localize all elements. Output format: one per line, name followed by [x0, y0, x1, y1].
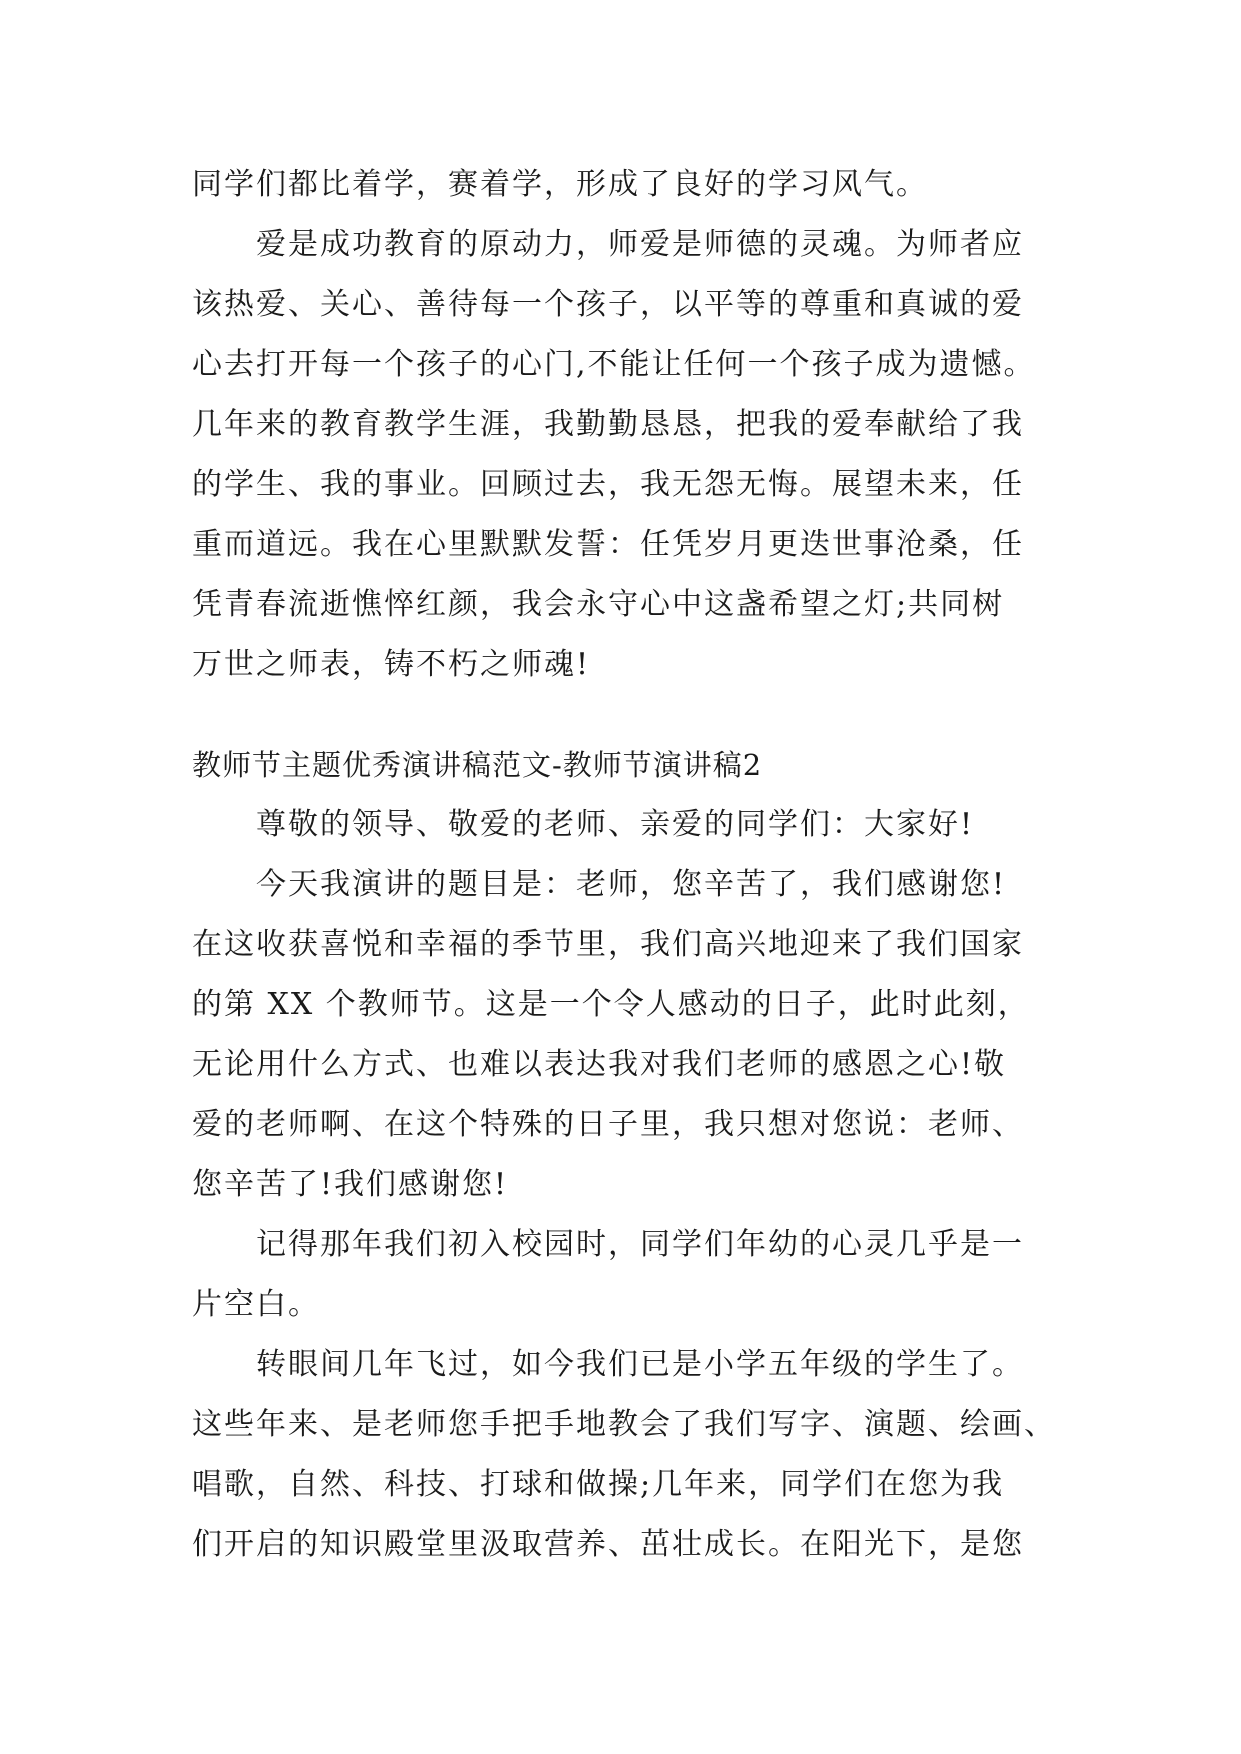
paragraph-line: 爱是成功教育的原动力，师爱是师德的灵魂。为师者应: [256, 227, 1024, 262]
paragraph-line: 片空白。: [192, 1287, 320, 1322]
paragraph-line: 您辛苦了!我们感谢您!: [192, 1167, 509, 1202]
paragraph-line: 的学生、我的事业。回顾过去，我无怨无悔。展望未来，任: [192, 467, 1024, 502]
paragraph-line: 心去打开每一个孩子的心门,不能让任何一个孩子成为遗憾。: [192, 347, 1036, 382]
paragraph-line: 们开启的知识殿堂里汲取营养、茁壮成长。在阳光下，是您: [192, 1527, 1024, 1562]
paragraph-line: 无论用什么方式、也难以表达我对我们老师的感恩之心!敬: [192, 1047, 1007, 1082]
paragraph-line: 唱歌，自然、科技、打球和做操;几年来，同学们在您为我: [192, 1467, 1005, 1502]
paragraph-line: 凭青春流逝憔悴红颜，我会永守心中这盏希望之灯;共同树: [192, 587, 1005, 622]
paragraph-line: 记得那年我们初入校园时，同学们年幼的心灵几乎是一: [256, 1227, 1024, 1262]
paragraph-line: 爱的老师啊、在这个特殊的日子里，我只想对您说：老师、: [192, 1107, 1024, 1142]
paragraph-line: 该热爱、关心、善待每一个孩子，以平等的尊重和真诚的爱: [192, 287, 1024, 322]
paragraph-line: 几年来的教育教学生涯，我勤勤恳恳，把我的爱奉献给了我: [192, 407, 1024, 442]
greeting-line: 尊敬的领导、敬爱的老师、亲爱的同学们：大家好!: [256, 807, 975, 842]
paragraph-line: 今天我演讲的题目是：老师，您辛苦了，我们感谢您!: [256, 867, 1007, 902]
paragraph-line: 万世之师表，铸不朽之师魂!: [192, 647, 591, 682]
paragraph-line: 这些年来、是老师您手把手地教会了我们写字、演题、绘画、: [192, 1407, 1056, 1442]
paragraph-line: 重而道远。我在心里默默发誓：任凭岁月更迭世事沧桑，任: [192, 527, 1024, 562]
paragraph-line: 在这收获喜悦和幸福的季节里，我们高兴地迎来了我们国家: [192, 927, 1024, 962]
section-heading: 教师节主题优秀演讲稿范文-教师节演讲稿2: [192, 748, 763, 782]
paragraph-line: 的第 XX 个教师节。这是一个令人感动的日子，此时此刻，: [192, 987, 1030, 1022]
paragraph-line: 同学们都比着学，赛着学，形成了良好的学习风气。: [192, 167, 928, 202]
paragraph-line: 转眼间几年飞过，如今我们已是小学五年级的学生了。: [256, 1347, 1024, 1382]
